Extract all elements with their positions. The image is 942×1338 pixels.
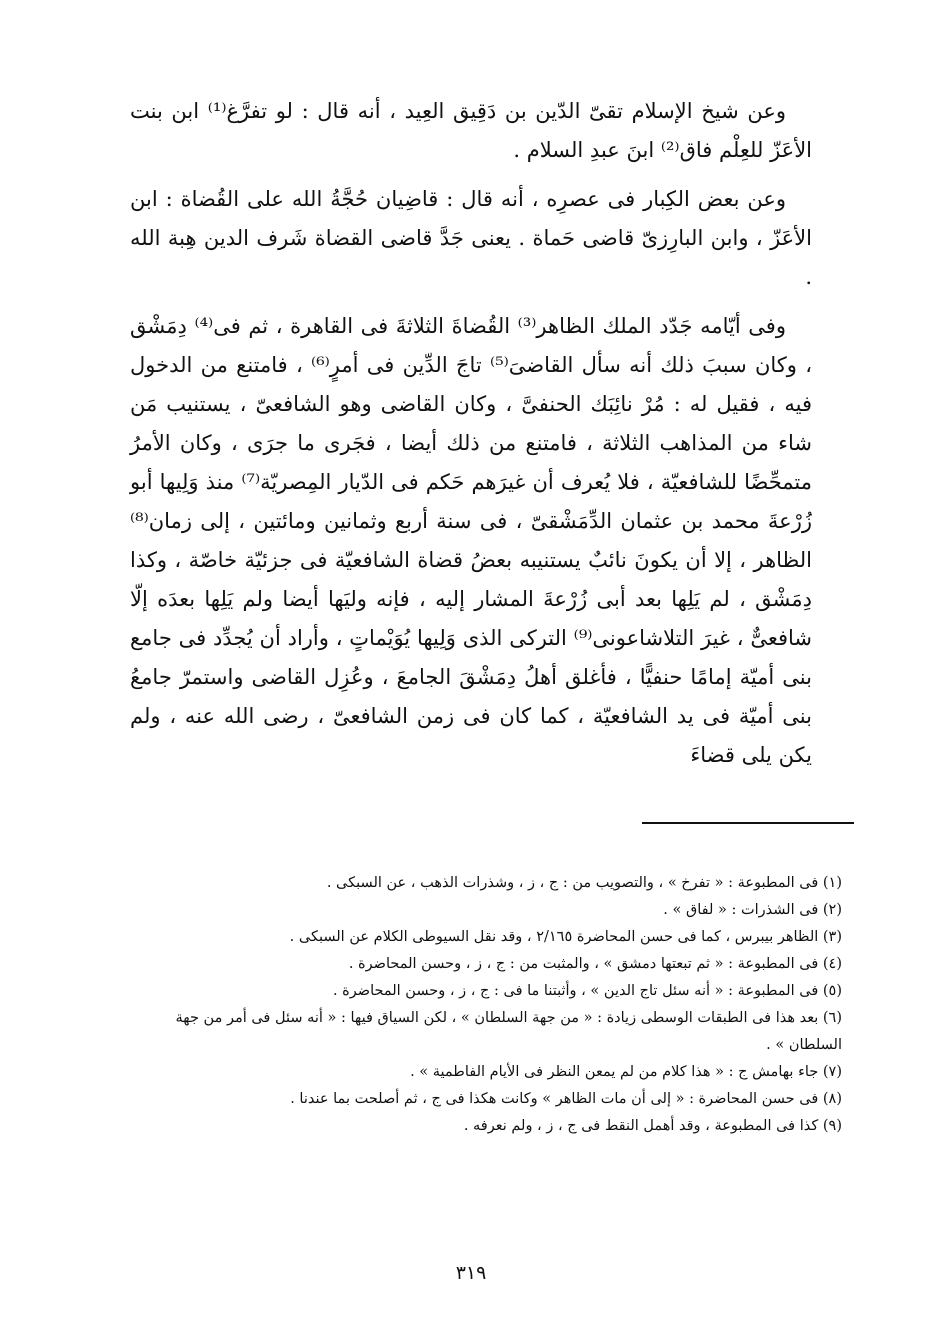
- footnote: (٩) كذا فى المطبوعة ، وقد أهمل النقط فى ج ، ز ، ولم نعرفه .: [463, 1118, 842, 1134]
- footnote: (١) فى المطبوعة : « تفرخ » ، والتصويب من : ج ، ز ، وشذرات الذهب ، عن السبكى .: [326, 875, 842, 891]
- footnote: (٨) فى حسن المحاضرة : « إلى أن مات الظاهر » وكانت هكذا فى ج ، ثم أصلحت بما عندنا .: [290, 1091, 842, 1107]
- footnote: (٥) فى المطبوعة : « أنه سئل تاج الدين » ، وأثبتنا ما فى : ج ، ز ، وحسن المحاضرة .: [332, 983, 842, 999]
- main-text: [130, 92, 812, 775]
- footnote: (٧) جاء بهامش ج : « هذا كلام من لم يمعن النظر فى الأيام الفاطمية » .: [410, 1064, 842, 1080]
- paragraph: وعن شيخ الإسلام تقىّ الدّين بن دَقِيق العِيد ، أنه قال : لو تفرَّغ⁽¹⁾ ابن بنت الأعَزّ للعِلْم فاق⁽²⁾ ابنَ عبدِ السلام .: [130, 99, 812, 162]
- footnote-separator: [642, 822, 854, 824]
- footnote: (٤) فى المطبوعة : « ثم تبعتها دمشق » ، والمثبت من : ج ، ز ، وحسن المحاضرة .: [348, 956, 842, 972]
- footnote: (٦) بعد هذا فى الطبقات الوسطى زيادة : « من جهة السلطان » ، لكن السياق فيها : « أنه سئل فى أمر من جهة السلطان » .: [175, 1010, 842, 1053]
- paragraph: وفى أيّامه جَدّد الملك الظاهر⁽³⁾ القُضاةَ الثلاثةَ فى القاهرة ، ثم فى⁽⁴⁾ دِمَشْق ، وكان سببَ ذلك أنه سأل القاضىَ⁽⁵⁾ تاجَ الدِّين فى أمرٍ⁽⁶⁾ ، فامتنع من الدخول فيه ، فقيل له : مُرْ نائِبَك الحنفىَّ ، وكان القاضى وهو الشافعىّ ، يستنيب مَن شاء من المذاهب الثلاثة ، فامتنع من ذلك أيضا ، فجَرى ما جرَى ، وكان الأمرُ متمحِّضًا للشافعيّة ، فلا يُعرف أن غيرَهم حَكم فى الدّيار المِصريّة⁽⁷⁾ منذ وَلِيها أبو زُرْعةَ محمد بن عثمان الدِّمَشْقىّ ، فى سنة أربع وثمانين ومائتين ، إلى زمان⁽⁸⁾ الظاهر ، إلا أن يكونَ نائبٌ يستنيبه بعضُ قضاة الشافعيّة فى جزئيّة خاصّة ، وكذا دِمَشْق ، لم يَلِها بعد أبى زُرْعةَ المشار إليه ، فإنه وليَها أيضا ولم يَلِها بعدَه إلّا شافعىٌّ ، غيرَ التلاشاعونى⁽⁹⁾ التركى الذى وَلِيها يُوَيْماتٍ ، وأراد أن يُجدِّد فى جامع بنى أميّة إمامًا حنفيًّا ، فأغلق أهلُ دِمَشْقَ الجامعَ ، وعُزِل القاضى واستمرّ جامعُ بنى أميّة فى يد الشافعيّة ، كما كان فى زمن الشافعىّ ، رضى الله عنه ، ولم يكن يلى قضاءَ: [130, 314, 813, 767]
- page-number: ٣١٩: [455, 1262, 487, 1284]
- paragraph: وعن بعض الكِبار فى عصرِه ، أنه قال : قاضِيان حُجَّةُ الله على القُضاة : ابن الأعَزّ ، وابن البارِزىّ قاضى حَماة . يعنى جَدَّ قاضى القضاة شَرف الدين هِبة الله .: [130, 187, 812, 289]
- footnotes: [130, 870, 842, 1140]
- footnote: (٣) الظاهر بيبرس ، كما فى حسن المحاضرة ٢/١٦٥ ، وقد نقل السيوطى الكلام عن السبكى .: [289, 929, 842, 945]
- footnote: (٢) فى الشذرات : « لفاق » .: [663, 902, 842, 918]
